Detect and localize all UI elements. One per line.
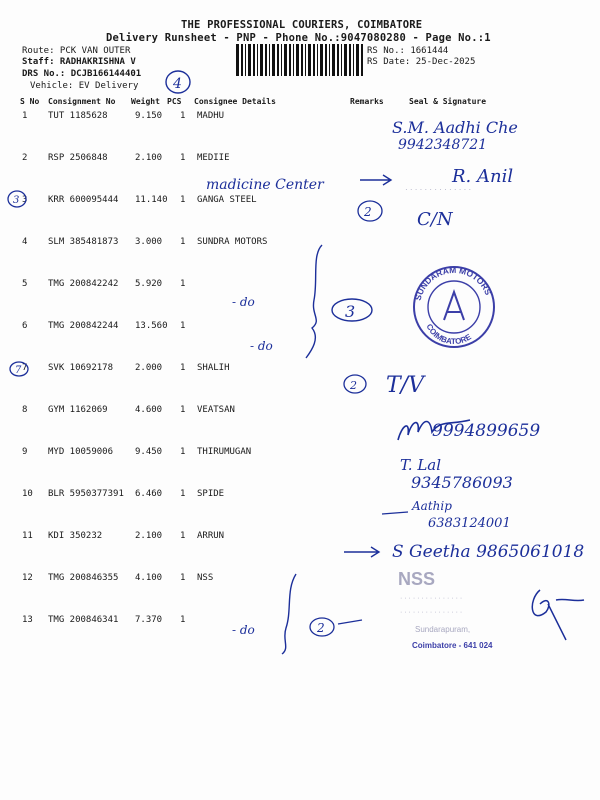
- stamp-bottom-text: COIMBATORE: [424, 322, 473, 347]
- cell-consignment: TMG 200846341: [48, 615, 119, 625]
- medicine-center-note: madicine Center: [206, 177, 324, 193]
- nss-stamp: [398, 569, 493, 650]
- company-title: THE PROFESSIONAL COURIERS, COIMBATORE: [181, 19, 423, 31]
- barcode-bar: [353, 44, 354, 76]
- col-weight: Weight: [131, 97, 160, 106]
- cell-consignment: KRR 600095444: [48, 195, 119, 205]
- cell-sno: 2: [22, 153, 28, 163]
- cell-consignment: GYM 1162069: [48, 405, 108, 415]
- cell-sno: 6: [22, 321, 28, 331]
- cell-pcs: 1: [180, 279, 186, 289]
- signature-row12: [532, 590, 584, 640]
- circle-remarks-row3: [358, 201, 382, 221]
- barcode-bar: [349, 44, 351, 76]
- barcode-bar: [260, 44, 263, 76]
- barcode-bar: [332, 44, 335, 76]
- cell-sno: 13: [22, 615, 33, 625]
- barcode-bar: [281, 44, 282, 76]
- svg-text:· · · · · · · · · · · · · · ·: · · · · · · · · · · · · · · ·: [400, 609, 463, 616]
- barcode: [236, 44, 364, 76]
- col-seal: Seal & Signature: [409, 97, 487, 106]
- cell-consignment: KDI 350232: [48, 531, 103, 541]
- cell-weight: 9.450: [135, 447, 163, 457]
- barcode-bar: [308, 44, 311, 76]
- cell-weight: 3.000: [135, 237, 163, 247]
- cell-consignee: SUNDRA MOTORS: [197, 237, 268, 247]
- barcode-bar: [245, 44, 246, 76]
- sundaram-motors-stamp: [413, 265, 494, 347]
- barcode-bar: [325, 44, 327, 76]
- cell-weight: 6.460: [135, 489, 163, 499]
- col-remarks: Remarks: [350, 97, 384, 106]
- cell-consignee: VEATSAN: [197, 405, 235, 415]
- rs-number: RS No.: 1661444: [367, 46, 449, 56]
- ditto-row5: - do: [232, 295, 255, 309]
- cell-sno: 7: [22, 363, 28, 373]
- barcode-bar: [296, 44, 299, 76]
- barcode-bar: [320, 44, 323, 76]
- cell-pcs: 1: [180, 615, 186, 625]
- cell-consignee: MADHU: [197, 111, 225, 121]
- col-consignee: Consignee Details: [194, 97, 276, 106]
- circle-remarks-row7: [344, 375, 366, 393]
- cell-pcs: 1: [180, 405, 186, 415]
- barcode-bar: [241, 44, 243, 76]
- barcode-bar: [341, 44, 342, 76]
- cell-consignee: SPIDE: [197, 489, 225, 499]
- nss-stamp-line1: NSS: [398, 569, 436, 589]
- cell-pcs: 1: [180, 153, 186, 163]
- cell-sno: 5: [22, 279, 28, 289]
- cell-consignment: BLR 5950377391: [48, 489, 124, 499]
- arrow-row13: [338, 620, 362, 624]
- vehicle-label: Vehicle: EV Delivery: [30, 81, 139, 91]
- runsheet-subtitle: Delivery Runsheet - PNP - Phone No.:9047080280 - Page No.:1: [106, 32, 491, 44]
- cell-sno: 8: [22, 405, 28, 415]
- faint-stamp-row2: · · · · · · · · · · · · · ·: [405, 185, 472, 194]
- cell-consignee: NSS: [197, 573, 214, 583]
- svg-text:· · · · · · · · · · · · · · ·: · · · · · · · · · · · · · · ·: [400, 595, 463, 602]
- cell-pcs: 1: [180, 489, 186, 499]
- cell-weight: 4.600: [135, 405, 163, 415]
- circled-2-row7: 2: [350, 379, 357, 392]
- cell-consignee: GANGA STEEL: [197, 195, 257, 205]
- barcode-bar: [344, 44, 347, 76]
- cell-sno: 11: [22, 531, 33, 541]
- barcode-bar: [289, 44, 291, 76]
- cell-pcs: 1: [180, 111, 186, 121]
- cell-weight: 2.100: [135, 153, 163, 163]
- cell-weight: 2.100: [135, 531, 163, 541]
- staff-label: Staff: RADHAKRISHNA V: [22, 57, 136, 67]
- col-pcs: PCS: [167, 97, 182, 106]
- cell-weight: 2.000: [135, 363, 163, 373]
- drs-number: DRS No.: DCJB166144401: [22, 69, 142, 79]
- barcode-bar: [248, 44, 251, 76]
- barcode-bar: [269, 44, 270, 76]
- barcode-bar: [301, 44, 303, 76]
- arrow-row2: [360, 175, 391, 185]
- cell-sno: 10: [22, 489, 33, 499]
- barcode-bar: [293, 44, 294, 76]
- tv-note: T/V: [386, 373, 424, 398]
- col-consignment: Consignment No: [48, 97, 116, 106]
- barcode-bar: [236, 44, 239, 76]
- circled-2-row3: 2: [364, 205, 372, 219]
- circle-count-3: [332, 299, 372, 321]
- barcode-bar: [337, 44, 339, 76]
- cell-weight: 4.100: [135, 573, 163, 583]
- barcode-bar: [265, 44, 267, 76]
- arrow-row10: [382, 512, 408, 514]
- cell-consignment: TMG 200842242: [48, 279, 119, 289]
- phone-row1: 9942348721: [398, 137, 488, 153]
- stamp-top-text: SUNDARAM MOTORS: [412, 264, 494, 302]
- barcode-bar: [313, 44, 315, 76]
- cell-weight: 5.920: [135, 279, 163, 289]
- signature-scribble-row8: [398, 420, 470, 440]
- cell-pcs: 1: [180, 237, 186, 247]
- phone-row9: 9345786093: [411, 473, 513, 492]
- cell-weight: 13.560: [135, 321, 168, 331]
- route-label: Route: PCK VAN OUTER: [22, 46, 131, 56]
- barcode-bar: [253, 44, 255, 76]
- cell-pcs: 1: [180, 531, 186, 541]
- signature-row1: S.M. Aadhi Che: [392, 118, 518, 137]
- cell-consignment: RSP 2506848: [48, 153, 108, 163]
- barcode-bar: [317, 44, 318, 76]
- cell-consignment: SVK 10692178: [48, 363, 114, 373]
- brace-count-text: 3: [345, 302, 356, 321]
- barcode-bar: [257, 44, 258, 76]
- barcode-bar: [284, 44, 287, 76]
- cell-consignment: TMG 200842244: [48, 321, 119, 331]
- brace-rows-4-6: [306, 245, 322, 358]
- cell-weight: 9.150: [135, 111, 163, 121]
- phone-row10: 6383124001: [428, 516, 511, 531]
- circled-3-text: 3: [13, 195, 20, 206]
- col-sno: S No: [20, 97, 40, 106]
- barcode-bar: [356, 44, 359, 76]
- signature-row9: T. Lal: [400, 456, 442, 474]
- brace-rows-12-13: [282, 574, 296, 654]
- barcode-bar: [305, 44, 306, 76]
- cell-sno: 12: [22, 573, 33, 583]
- cell-consignee: ARRUN: [197, 531, 225, 541]
- nss-stamp-line2: Sundarapuram,: [415, 625, 471, 634]
- cell-consignee: SHALIH: [197, 363, 230, 373]
- circle-page-number: [166, 71, 190, 93]
- cell-consignment: SLM 385481873: [48, 237, 119, 247]
- nss-stamp-line3: Coimbatore - 641 024: [412, 641, 493, 650]
- cell-consignment: TMG 200846355: [48, 573, 119, 583]
- signature-row2: R. Anil: [452, 166, 514, 187]
- barcode-bar: [277, 44, 279, 76]
- circled-4-text: 4: [173, 76, 182, 92]
- barcode-bar: [329, 44, 330, 76]
- cn-note: C/N: [417, 209, 453, 230]
- barcode-bar: [272, 44, 275, 76]
- barcode-bar: [361, 44, 363, 76]
- cell-consignment: TUT 1185628: [48, 111, 108, 121]
- cell-weight: 7.370: [135, 615, 163, 625]
- circled-7-text: 7: [15, 365, 22, 376]
- cell-pcs: 1: [180, 447, 186, 457]
- svg-text:SUNDARAM MOTORS: [413, 265, 494, 302]
- cell-consignee: MEDIIE: [197, 153, 230, 163]
- circle-count-2: [310, 618, 334, 636]
- cell-sno: 3: [22, 195, 28, 205]
- cell-pcs: 1: [180, 195, 186, 205]
- cell-sno: 9: [22, 447, 28, 457]
- cell-pcs: 1: [180, 321, 186, 331]
- arrow-row11: [344, 547, 379, 557]
- ditto-row6: - do: [250, 339, 273, 353]
- circled-2-row13: 2: [317, 621, 325, 635]
- signature-row11: S Geetha 9865061018: [392, 542, 585, 562]
- cell-sno: 4: [22, 237, 28, 247]
- cell-pcs: 1: [180, 573, 186, 583]
- cell-consignee: THIRUMUGAN: [197, 447, 252, 457]
- svg-text:COIMBATORE: [424, 322, 473, 346]
- ditto-row13: - do: [232, 623, 255, 637]
- cell-consignment: MYD 10059006: [48, 447, 114, 457]
- cell-sno: 1: [22, 111, 28, 121]
- cell-weight: 11.140: [135, 195, 168, 205]
- signature-row10: Aathip: [412, 499, 452, 513]
- rs-date: RS Date: 25-Dec-2025: [367, 57, 476, 67]
- cell-pcs: 1: [180, 363, 186, 373]
- phone-row8: 9994899659: [432, 421, 541, 441]
